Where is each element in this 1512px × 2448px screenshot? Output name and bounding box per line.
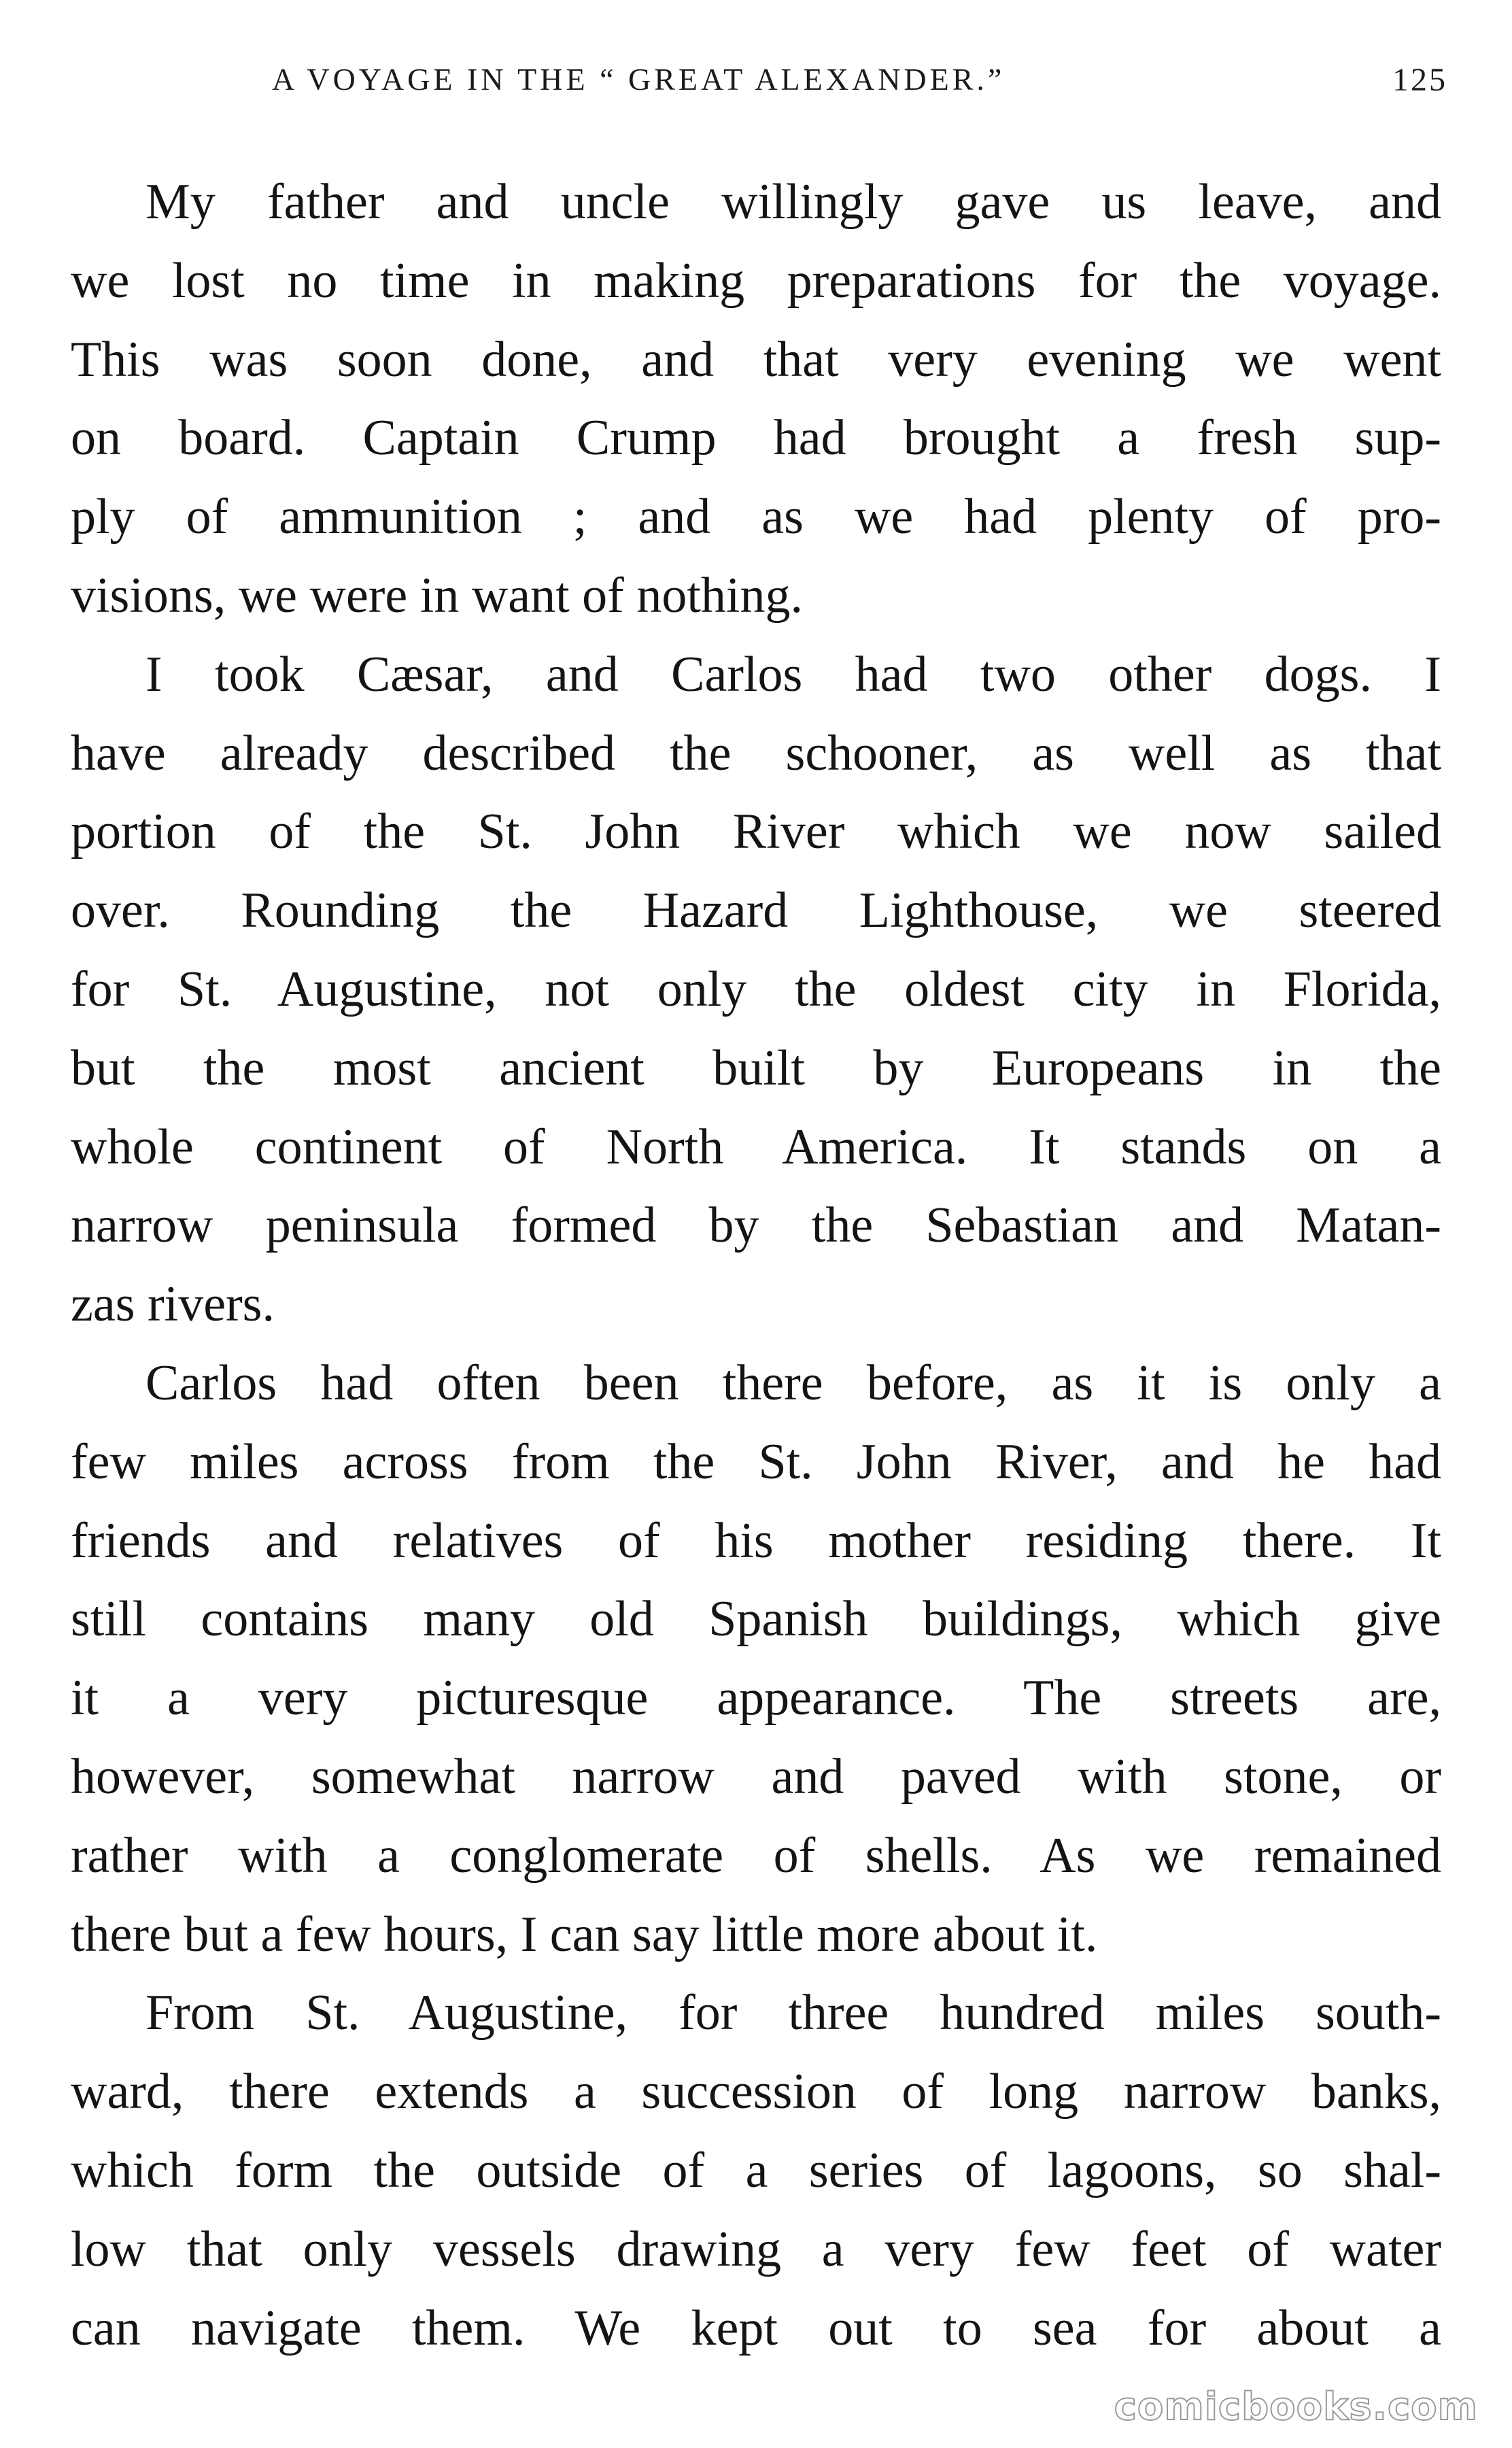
text-line: This was soon done, and that very evening we went xyxy=(71,331,1441,388)
text-line: zas rivers. xyxy=(71,1276,275,1333)
text-line: have already described the schooner, as well as that xyxy=(71,725,1441,781)
text-line: ply of ammunition ; and as we had plenty of pro- xyxy=(71,489,1441,545)
text-line: I took Cæsar, and Carlos had two other dogs. I xyxy=(145,646,1441,702)
text-line: visions, we were in want of nothing. xyxy=(71,567,803,624)
text-line: can navigate them. We kept out to sea for about a xyxy=(71,2300,1441,2356)
text-line: it a very picturesque appearance. The streets are, xyxy=(71,1670,1441,1727)
text-line: Carlos had often been there before, as it is only a xyxy=(145,1355,1441,1411)
text-line: for St. Augustine, not only the oldest city in Florida, xyxy=(71,961,1441,1017)
running-title: A VOYAGE IN THE “ GREAT ALEXANDER.” xyxy=(272,62,1006,97)
text-line: rather with a conglomerate of shells. As we remained xyxy=(71,1827,1441,1884)
text-line: portion of the St. John River which we now sailed xyxy=(71,804,1441,860)
text-line: low that only vessels drawing a very few feet of water xyxy=(71,2221,1441,2277)
text-line: narrow peninsula formed by the Sebastian and Matan- xyxy=(71,1197,1441,1254)
text-line: however, somewhat narrow and paved with stone, or xyxy=(71,1748,1441,1805)
text-line: but the most ancient built by Europeans in the xyxy=(71,1040,1441,1096)
text-line: ward, there extends a succession of long narrow banks, xyxy=(71,2064,1441,2120)
text-line: My father and uncle willingly gave us leave, and xyxy=(145,174,1441,230)
text-line: From St. Augustine, for three hundred miles south- xyxy=(145,1985,1441,2041)
text-line: there but a few hours, I can say little more about it. xyxy=(71,1906,1098,1962)
text-line: few miles across from the St. John River, and he had xyxy=(71,1433,1441,1490)
text-line: friends and relatives of his mother residing there. It xyxy=(71,1512,1441,1569)
page-number: 125 xyxy=(1392,62,1447,98)
text-line: we lost no time in making preparations for the voyage. xyxy=(71,252,1441,309)
text-line: on board. Captain Crump had brought a fresh sup- xyxy=(71,410,1441,466)
text-line: whole continent of North America. It stands on a xyxy=(71,1119,1441,1175)
body-text xyxy=(71,163,1441,2368)
watermark: comicbooks.com xyxy=(1114,2385,1478,2429)
text-line: still contains many old Spanish buildings, which give xyxy=(71,1591,1441,1648)
text-line: over. Rounding the Hazard Lighthouse, we steered xyxy=(71,883,1441,939)
text-line: which form the outside of a series of lagoons, so shal- xyxy=(71,2142,1441,2198)
